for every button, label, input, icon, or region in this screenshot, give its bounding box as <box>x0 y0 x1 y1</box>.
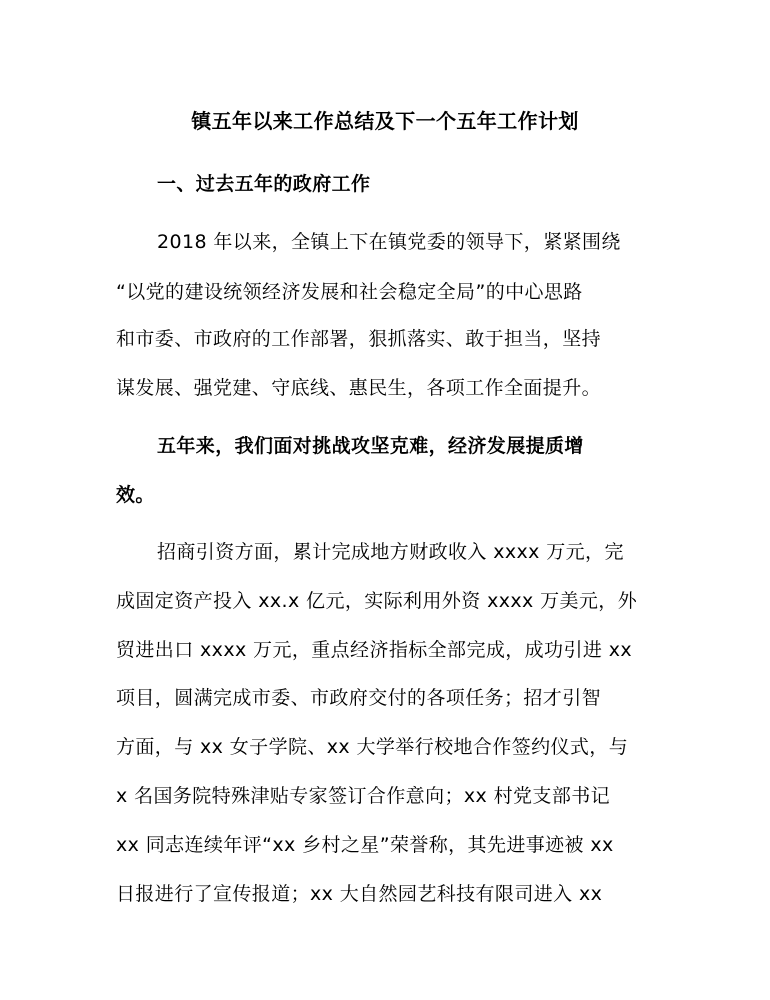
paragraph-line: 方面，与 xx 女子学院、xx 大学举行校地合作签约仪式，与 <box>116 736 629 758</box>
bold-statement-line: 五年来，我们面对挑战攻坚克难，经济发展提质增 <box>157 435 584 457</box>
paragraph-line: 日报进行了宣传报道；xx 大自然园艺科技有限司进入 xx <box>116 883 603 905</box>
section-heading: 一、过去五年的政府工作 <box>157 173 371 195</box>
paragraph-line: 和市委、市政府的工作部署，狠抓落实、敢于担当，坚持 <box>116 328 602 350</box>
paragraph-line: x 名国务院特殊津贴专家签订合作意向；xx 村党支部书记 <box>116 785 611 807</box>
paragraph-line: 成固定资产投入 xx.x 亿元，实际利用外资 xxxx 万美元，外 <box>116 590 638 612</box>
paragraph-line: “以党的建设统领经济发展和社会稳定全局”的中心思路 <box>116 281 583 303</box>
paragraph-line: 谋发展、强党建、守底线、惠民生，各项工作全面提升。 <box>116 377 602 399</box>
paragraph-line: 招商引资方面，累计完成地方财政收入 xxxx 万元，完 <box>157 541 624 563</box>
paragraph-line: 项目，圆满完成市委、市政府交付的各项任务；招才引智 <box>116 687 602 709</box>
bold-statement-line: 效。 <box>116 484 155 506</box>
document-title: 镇五年以来工作总结及下一个五年工作计划 <box>191 109 579 133</box>
paragraph-line: 贸进出口 xxxx 万元，重点经济指标全部完成，成功引进 xx <box>116 639 632 661</box>
paragraph-line: xx 同志连续年评“xx 乡村之星”荣誉称，其先进事迹被 xx <box>116 834 614 856</box>
paragraph-line: 2018 年以来，全镇上下在镇党委的领导下，紧紧围绕 <box>157 231 621 253</box>
